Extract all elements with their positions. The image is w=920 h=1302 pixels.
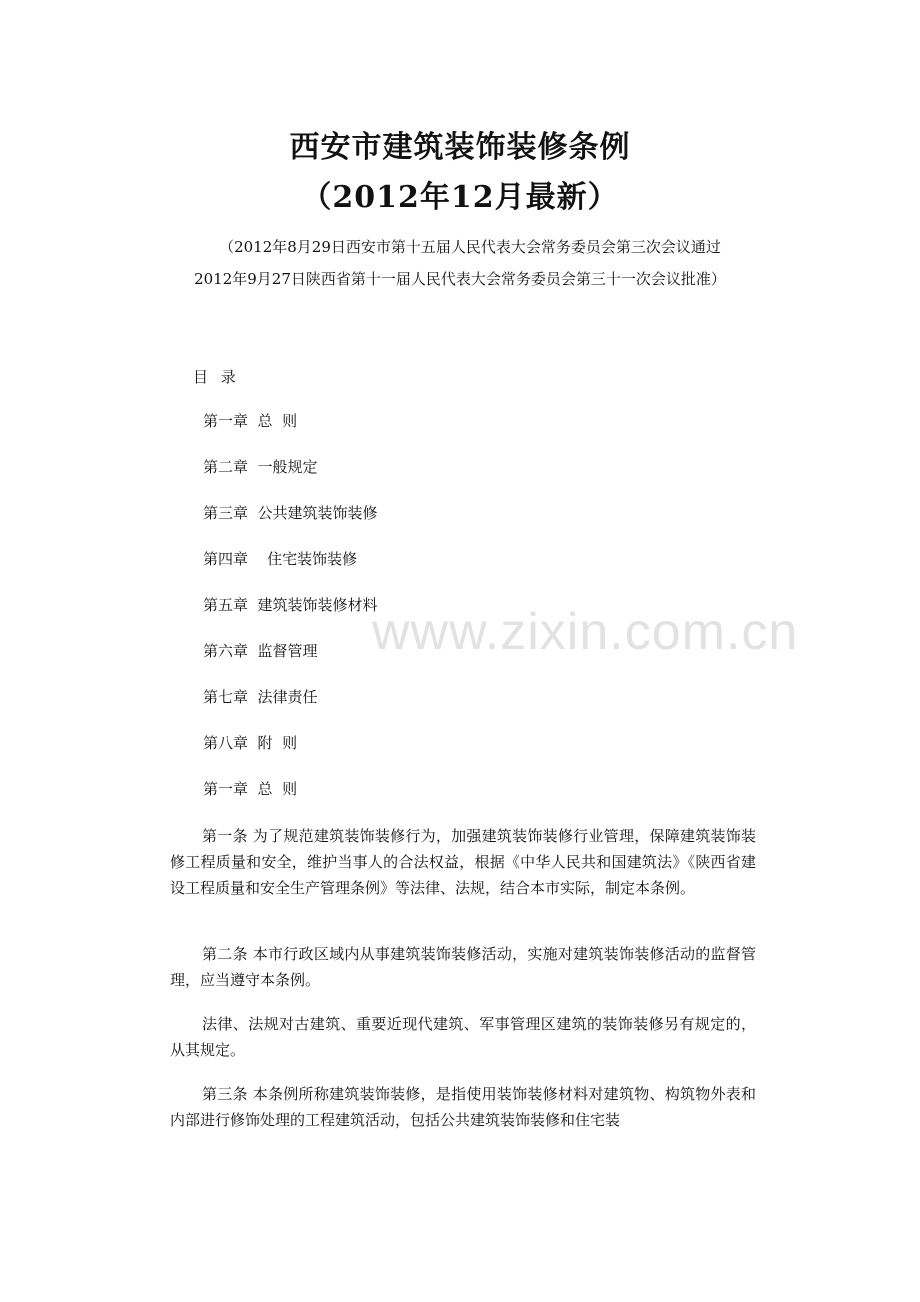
toc-item: 第五章 建筑装饰装修材料 xyxy=(203,596,378,614)
article-paragraph: 法律、法规对古建筑、重要近现代建筑、军事管理区建筑的装饰装修另有规定的，从其规定。 xyxy=(170,1015,756,1059)
toc-heading: 目 录 xyxy=(193,368,240,386)
toc-item: 第四章 住宅装饰装修 xyxy=(203,550,358,568)
document-title: 西安市建筑装饰装修条例 xyxy=(289,130,631,165)
toc-item: 第一章 总 则 xyxy=(203,412,298,430)
adoption-note: （2012年8月29日西安市第十五届人民代表大会常务委员会第三次会议通过 xyxy=(219,238,721,256)
article-paragraph: 第二条 本市行政区域内从事建筑装饰装修活动，实施对建筑装饰装修活动的监督管理，应当遵守本条例。 xyxy=(170,945,756,989)
toc-item: 第六章 监督管理 xyxy=(203,642,318,660)
approval-note: 2012年9月27日陕西省第十一届人民代表大会常务委员会第三十一次会议批准） xyxy=(194,270,726,288)
toc-item: 第八章 附 则 xyxy=(203,734,298,752)
article-paragraph: 第三条 本条例所称建筑装饰装修，是指使用装饰装修材料对建筑物、构筑物外表和内部进行修饰处理的工程建筑活动，包括公共建筑装饰装修和住宅装 xyxy=(170,1085,756,1129)
article-paragraph: 第一条 为了规范建筑装饰装修行为，加强建筑装饰装修行业管理，保障建筑装饰装修工程质量和安全，维护当事人的合法权益，根据《中华人民共和国建筑法》《陕西省建设工程质量和安全生产管理条例》等法律、法规，结合本市实际，制定本条例。 xyxy=(170,827,756,897)
toc-item: 第三章 公共建筑装饰装修 xyxy=(203,504,378,522)
toc-item: 第七章 法律责任 xyxy=(203,688,318,706)
document-subtitle: （2012年12月最新） xyxy=(301,180,619,215)
chapter-heading: 第一章 总 则 xyxy=(203,780,298,798)
watermark: www.zixin.com.cn xyxy=(372,603,799,661)
toc-item: 第二章 一般规定 xyxy=(203,458,318,476)
table-of-contents xyxy=(203,410,378,824)
